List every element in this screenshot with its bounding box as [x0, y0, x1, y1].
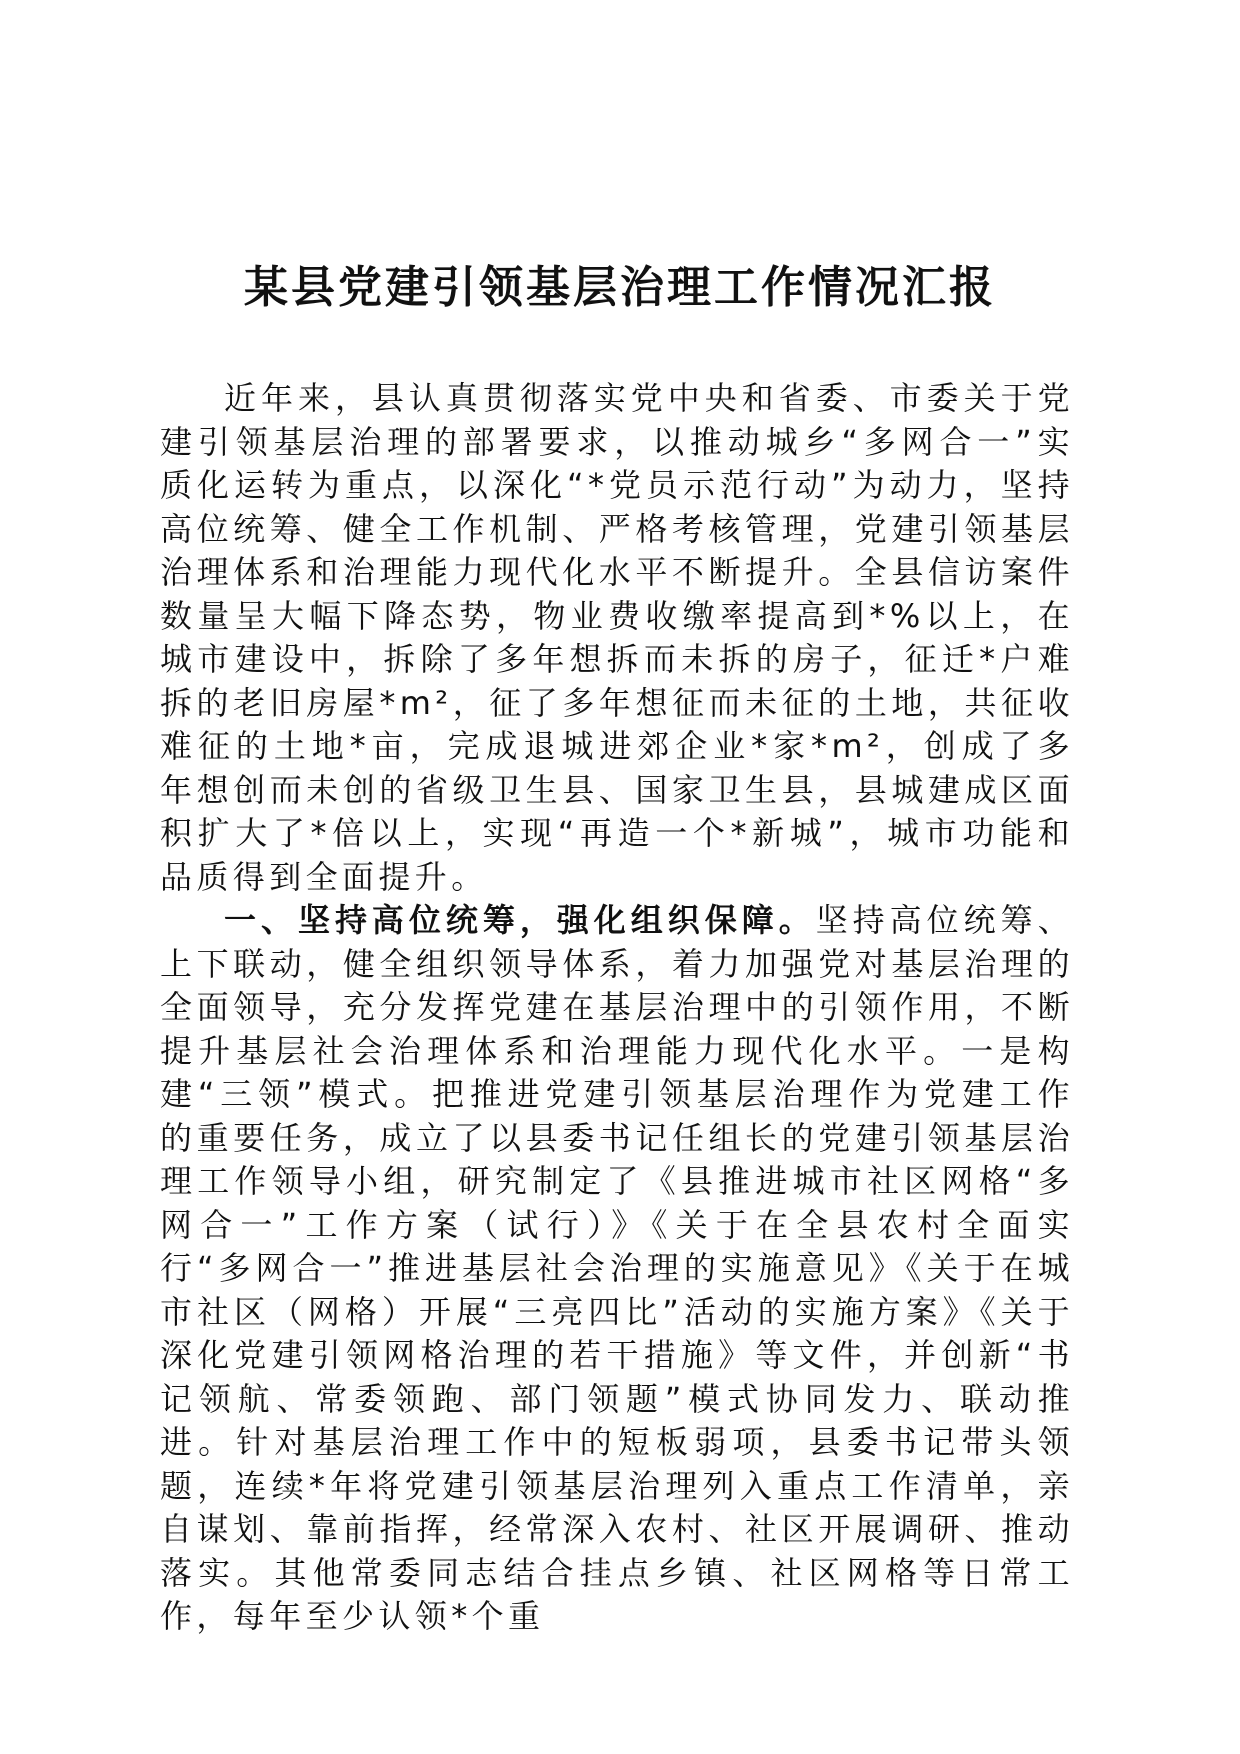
section-one-paragraph [160, 899, 1074, 1639]
section-one-heading: 一、坚持高位统筹，强化组织保障。 [224, 901, 816, 939]
document-title: 某县党建引领基层治理工作情况汇报 [244, 262, 996, 313]
intro-paragraph-text: 近年来，县认真贯彻落实党中央和省委、市委关于党建引领基层治理的部署要求，以推动城乡“多网合一”实质化运转为重点，以深化“*党员示范行动”为动力，坚持高位统筹、健全工作机制、严格考核管理，党建引领基层治理体系和治理能力现代化水平不断提升。全县信访案件数量呈大幅下降态势，物业费收缴率提高到*%以上，在城市建设中，拆除了多年想拆而未拆的房子，征迁*户难拆的老旧房屋*m²，征了多年想征而未征的土地，共征收难征的土地*亩，完成退城进郊企业*家*m²，创成了多年想创而未创的省级卫生县、国家卫生县，县城建成区面积扩大了*倍以上，实现“再造一个*新城”，城市功能和品质得到全面提升。 [160, 379, 1074, 896]
intro-paragraph [160, 377, 1074, 899]
document-body [160, 377, 1074, 1639]
section-one-text: 坚持高位统筹、上下联动，健全组织领导体系，着力加强党对基层治理的全面领导，充分发挥党建在基层治理中的引领作用，不断提升基层社会治理体系和治理能力现代化水平。一是构建“三领”模式。把推进党建引领基层治理作为党建工作的重要任务，成立了以县委书记任组长的党建引领基层治理工作领导小组，研究制定了《县推进城市社区网格“多网合一”工作方案（试行）》《关于在全县农村全面实行“多网合一”推进基层社会治理的实施意见》《关于在城市社区（网格）开展“三亮四比”活动的实施方案》《关于深化党建引领网格治理的若干措施》等文件，并创新“书记领航、常委领跑、部门领题”模式协同发力、联动推进。针对基层治理工作中的短板弱项，县委书记带头领题，连续*年将党建引领基层治理列入重点工作清单，亲自谋划、靠前指挥，经常深入农村、社区开展调研、推动落实。其他常委同志结合挂点乡镇、社区网格等日常工作，每年至少认领*个重 [160, 901, 1074, 1635]
